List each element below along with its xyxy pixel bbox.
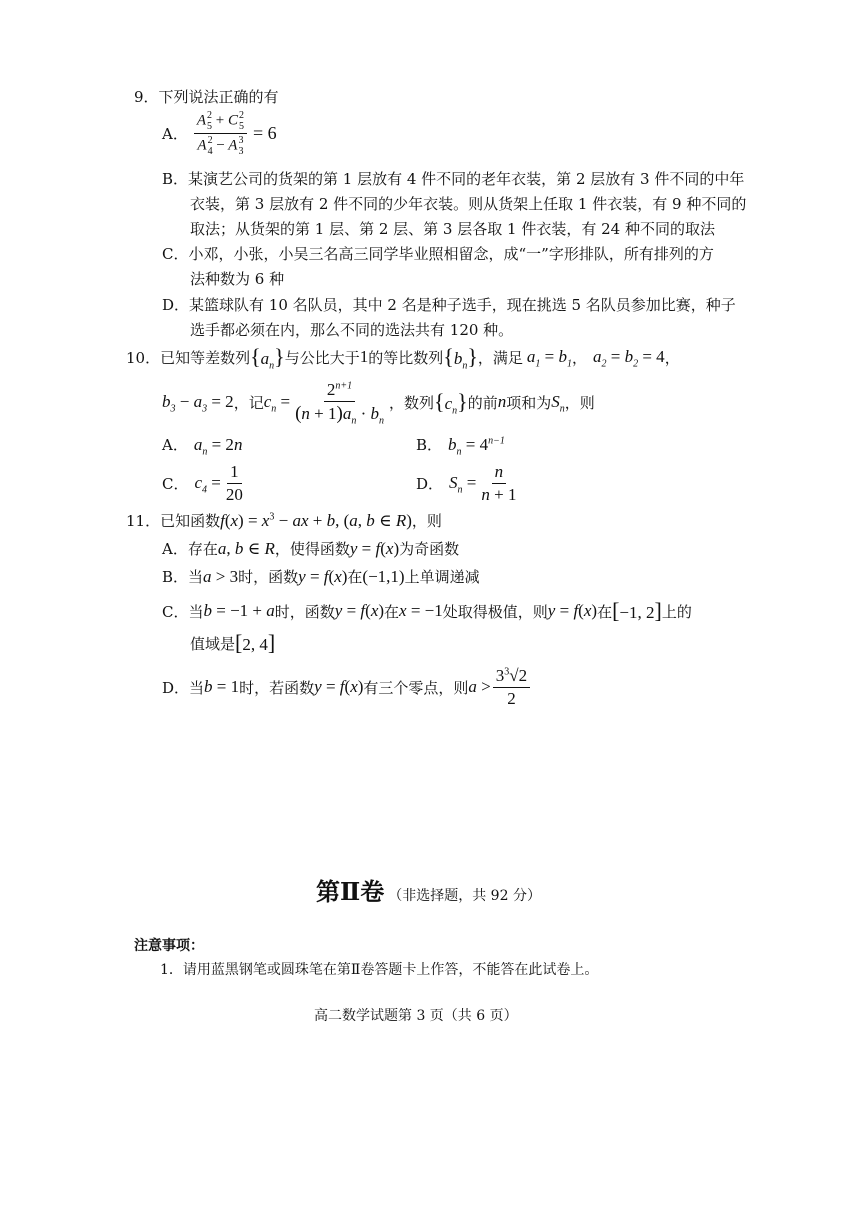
q11-stem-pre: 11．已知函数 <box>126 512 221 530</box>
q11-d-mid2: 有三个零点，则 <box>363 678 469 697</box>
q10-stem-post: ，满足 <box>477 348 523 367</box>
q9-option-a-formula: A 2 5 + C 2 5 A 2 4 − A 3 3 <box>194 110 247 157</box>
q10-option-c: C． $c_4$ = $\frac{1}{20}$ <box>162 462 243 504</box>
q11-stem-post: ，则 <box>411 512 442 530</box>
q10-cn-def: $c_n$ = <box>263 392 291 415</box>
q10-seq-a: $\{a_n\}$ <box>250 344 285 372</box>
q10-line2-post4: ，则 <box>564 393 595 412</box>
q10-option-c-label: C． <box>162 474 189 493</box>
q9-option-d-line2: 选手都必须在内，那么不同的选法共有 120 种。 <box>190 321 514 339</box>
q9-option-b-line2: 衣装，第 3 层放有 2 件不同的少年衣装。则从货架上任取 1 件衣装，有 9 种不同的 <box>190 195 747 213</box>
section-2-subtitle: （非选择题，共 92 分） <box>388 888 541 904</box>
q10-stem-mid: 与公比大于 <box>284 348 360 367</box>
q10-option-a-label: A． <box>162 436 188 454</box>
q10-seq-c: $\{c_n\}$ <box>434 389 468 417</box>
q10-stem-mid2: 的等比数列 <box>368 348 444 367</box>
q9-option-c-line1: C．小邓，小张，小吴三名高三同学毕业照相留念，成“一”字形排队，所有排列的方 <box>162 245 714 263</box>
q11-b-post: 上单调递减 <box>404 568 480 586</box>
q11-c-mid3: 处取得极值，则 <box>442 602 548 621</box>
q9-option-a: A． A 2 5 + C 2 5 A 2 4 − A 3 3 = 6 <box>162 110 277 157</box>
q10-cond2: $a_2 = b_2 = 4$ <box>593 347 665 370</box>
q11-option-d: D．当 b = 1 时，若函数 y = f(x) 有三个零点，则 a > $\frac{3^3√2}{2}$ <box>162 666 532 708</box>
q9-option-c-line2: 法种数为 6 种 <box>190 270 285 288</box>
q11-c-post: 上的 <box>661 602 692 621</box>
notes-item-1: 1．请用蓝黑钢笔或圆珠笔在第Ⅱ卷答题卡上作答，不能答在此试卷上。 <box>160 962 599 978</box>
q10-stem-line1: 10．已知等差数列 $\{a_n\}$ 与公比大于 1 的等比数列 $\{b_n\}$ ，满足 $a_1 = b_1$ ， $a_2 = b_2 = 4$ ， <box>126 344 680 372</box>
q11-d-pre: D．当 <box>162 678 205 697</box>
q9-option-d-line1: D．某篮球队有 10 名队员，其中 2 名是种子选手，现在挑选 5 名队员参加比赛，种子 <box>162 296 736 314</box>
q11-c-mid2: 在 <box>384 602 400 621</box>
q10-option-d-label: D． <box>416 474 444 493</box>
q11-option-c-line1: C．当 b = −1 + a 时，函数 y = f(x) 在 x = −1 处取得极值，则 y = f(x) 在 [−1, 2] 上的 <box>162 598 692 623</box>
q10-seq-b: $\{b_n\}$ <box>443 344 478 372</box>
q10-stem-pre: 10．已知等差数列 <box>126 348 251 367</box>
q11-c-mid4: 在 <box>597 602 613 621</box>
section-2-title: 第Ⅱ卷 <box>316 877 385 906</box>
section-2-heading <box>316 872 541 907</box>
q10-line2-post: ，数列 <box>389 393 435 412</box>
q11-c-pre: C．当 <box>162 602 204 621</box>
q10-option-b-label: B． <box>416 436 443 454</box>
q11-a-mid: ，使得函数 <box>274 540 350 558</box>
q10-option-a: A． $a_n = 2n$ <box>162 434 243 457</box>
q11-option-c-line2: 值域是 [2, 4] <box>190 630 276 655</box>
q11-option-b: B．当 a > 3 时，函数 y = f(x) 在 (−1,1) 上单调递减 <box>162 566 480 586</box>
notes-heading: 注意事项： <box>134 938 204 954</box>
q10-cond3: $b_3 - a_3 = 2$ <box>162 392 234 415</box>
q11-b-pre: B．当 <box>162 568 204 586</box>
q9-option-b-line3: 取法；从货架的第 1 层、第 2 层、第 3 层各取 1 件衣装，有 24 种不同的取法 <box>190 220 715 238</box>
q10-option-b: B． $b_n = 4^{n-1}$ <box>416 434 505 457</box>
q11-c-line2: 值域是 <box>190 634 236 653</box>
q10-cond1: $a_1 = b_1$ <box>526 347 572 370</box>
q11-a-post: 为奇函数 <box>399 540 460 558</box>
q10-line2-post2: 的前 <box>467 393 498 412</box>
q11-b-mid2: 在 <box>347 568 363 586</box>
q11-b-mid: 时，函数 <box>238 568 299 586</box>
q9-stem: 9．下列说法正确的有 <box>134 88 279 106</box>
q10-stem-line2: $b_3 - a_3 = 2$ ，记 $c_n$ = $\frac{2^{n+1}}{(n + 1)a_n \cdot b_n}$ ，数列 $\{c_n\}$ 的前 n 项和为 $S_n$ ，则 <box>162 380 595 426</box>
q11-a-pre: A．存在 <box>162 540 218 558</box>
q9-option-b-line1: B．某演艺公司的货架的第 1 层放有 4 件不同的老年衣装，第 2 层放有 3 件不同的中年 <box>162 170 745 188</box>
page-footer: 高二数学试题第 3 页（共 6 页） <box>314 1008 518 1024</box>
q10-option-d: D． $S_n$ = $\frac{n}{n + 1}$ <box>416 462 517 504</box>
q11-d-mid: 时，若函数 <box>239 678 315 697</box>
q10-line2-post3: 项和为 <box>506 393 552 412</box>
q11-c-mid: 时，函数 <box>274 602 335 621</box>
q11-stem: 11．已知函数 $f(x) = x^3$ − ax + b, (a, b ∈ R) ，则 <box>126 510 442 530</box>
q9-option-a-label: A． <box>162 125 188 143</box>
q10-line2-pre: ，记 <box>233 393 264 412</box>
q11-option-a: A．存在 a, b ∈ R ，使得函数 y = f(x) 为奇函数 <box>162 538 460 558</box>
q10-cn-fraction: $\frac{2^{n+1}}{(n + 1)a_n \cdot b_n}$ <box>295 380 385 426</box>
